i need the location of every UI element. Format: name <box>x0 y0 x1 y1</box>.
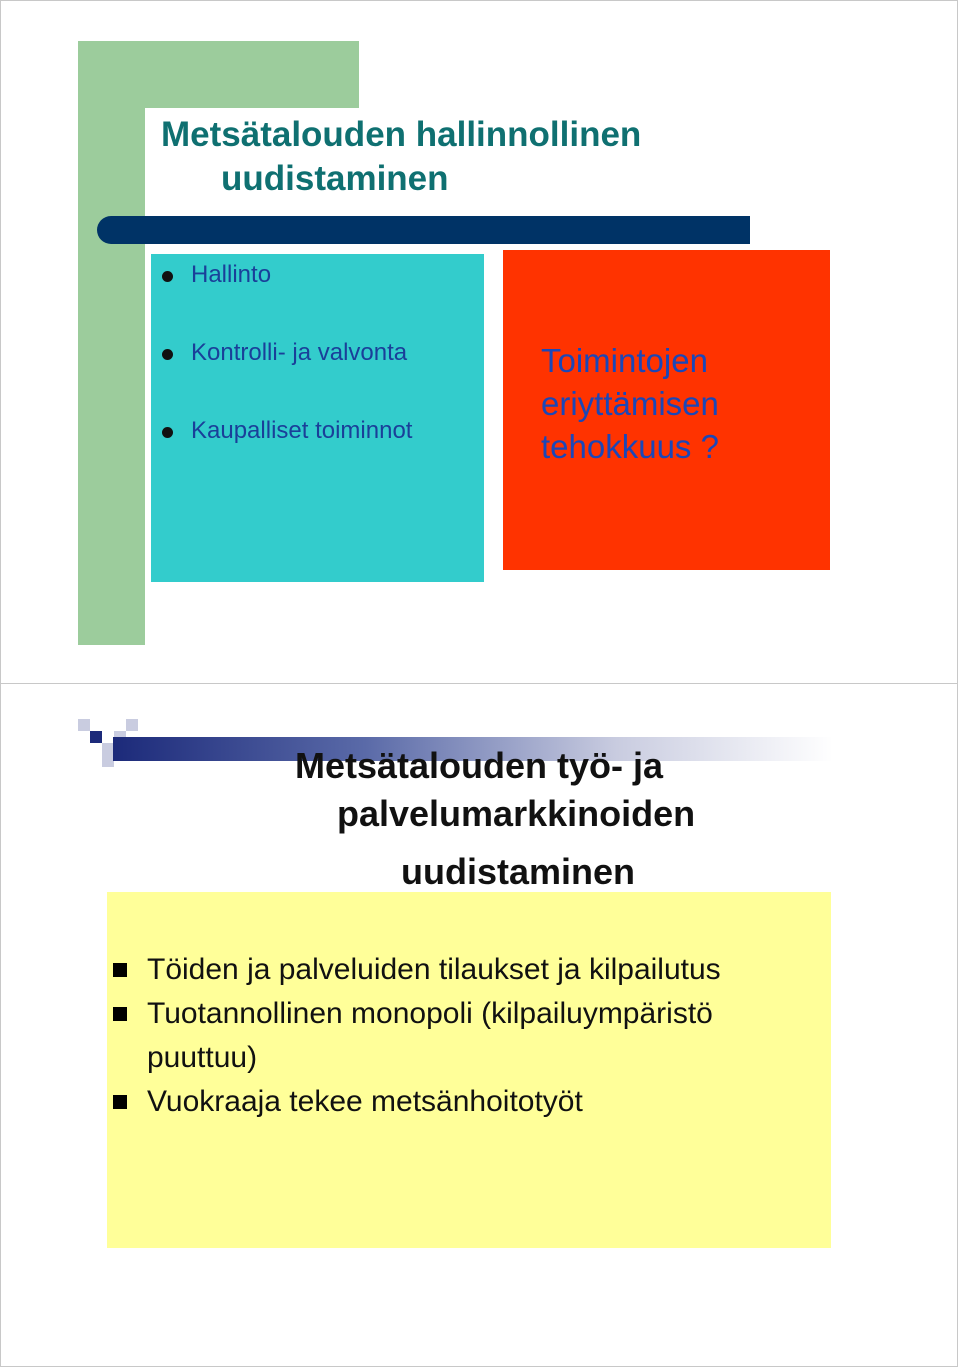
list-item <box>162 337 412 415</box>
red-box-text <box>541 339 821 468</box>
slide-2 <box>0 683 958 1367</box>
green-horizontal-band <box>145 41 359 108</box>
bullet-text: Töiden ja palveluiden tilaukset ja kilpailutus <box>147 953 721 986</box>
bullet-text: Vuokraaja tekee metsänhoitotyöt <box>147 1085 583 1118</box>
list-item <box>162 415 412 493</box>
title-line-3: uudistaminen <box>401 851 636 892</box>
title-line-2: palvelumarkkinoiden <box>337 793 696 834</box>
title-underline-bar <box>97 216 750 244</box>
slide-1-title <box>161 113 801 201</box>
bullet-square-icon <box>113 1007 127 1021</box>
bullet-square-icon <box>113 1095 127 1109</box>
title-line-1: Metsätalouden työ- ja <box>295 745 664 786</box>
red-box-line: eriyttämisen <box>541 385 719 422</box>
slide-2-bullet-list <box>113 948 813 1124</box>
list-item <box>113 1080 813 1124</box>
title-line-2: uudistaminen <box>221 159 449 198</box>
bullet-text: Tuotannollinen monopoli (kilpailuympäristö puuttuu) <box>147 997 713 1074</box>
list-item <box>113 992 813 1080</box>
bullet-dot-icon <box>162 427 173 438</box>
title-line-1: Metsätalouden hallinnollinen <box>161 115 642 154</box>
red-box-line: Toimintojen <box>541 342 708 379</box>
bullet-square-icon <box>113 963 127 977</box>
slide-1-bullet-list <box>162 259 412 493</box>
bullet-text: Kaupalliset toiminnot <box>191 417 413 444</box>
red-box-line: tehokkuus ? <box>541 428 719 465</box>
slide-2-title <box>201 742 841 896</box>
green-vertical-band <box>78 41 145 645</box>
bullet-dot-icon <box>162 349 173 360</box>
list-item <box>162 259 412 337</box>
bullet-dot-icon <box>162 271 173 282</box>
bullet-text: Hallinto <box>191 261 272 288</box>
bullet-text: Kontrolli- ja valvonta <box>191 339 408 366</box>
list-item <box>113 948 813 992</box>
slide-1 <box>0 0 958 684</box>
